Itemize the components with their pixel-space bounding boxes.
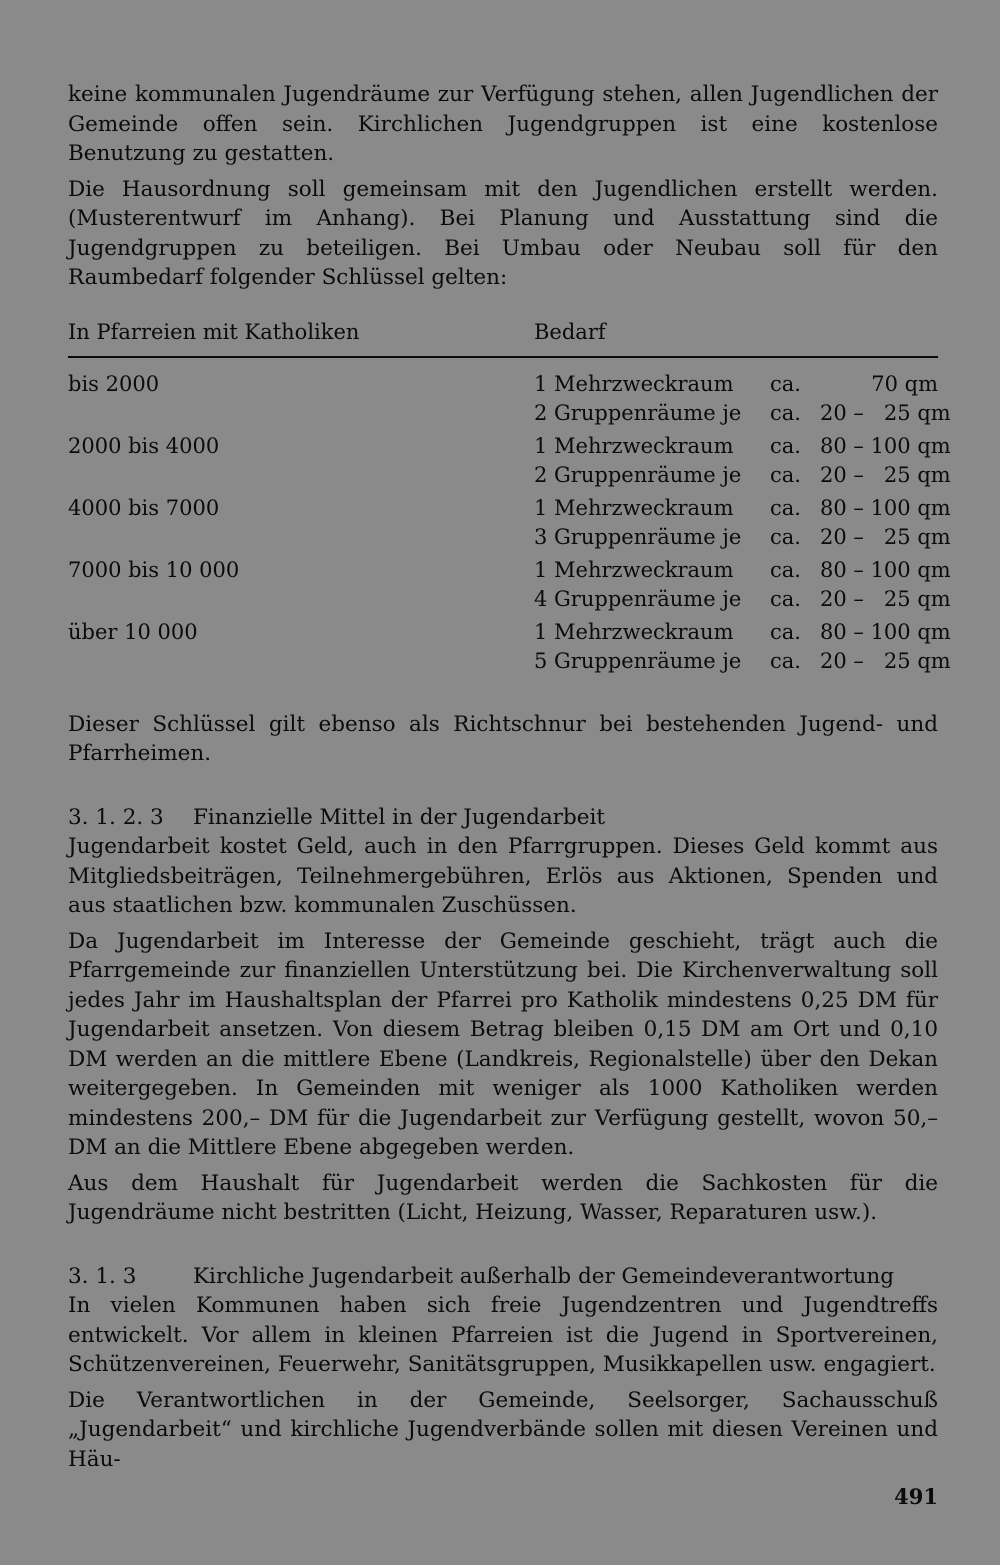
room-description: 1 Mehrzweckraum [534, 495, 734, 520]
table-row [68, 358, 951, 428]
requirement-line [534, 399, 951, 428]
paragraph: Jugendarbeit kostet Geld, auch in den Pfarrgruppen. Dieses Geld kommt aus Mitgliedsbeiträgen, Teilnehmergebühren, Erlös aus Aktionen, Spenden und aus staatlichen bzw. kommunalen Zuschüssen. [68, 834, 938, 918]
section-heading [68, 803, 938, 833]
approx-label: ca. [770, 371, 801, 396]
table-row [68, 428, 951, 490]
room-size: 20 – 25 qm [820, 400, 951, 425]
room-size: 20 – 25 qm [820, 648, 951, 673]
paragraph: Aus dem Haushalt für Jugendarbeit werden die Sachkosten für die Jugendräume nicht bestritten (Licht, Heizung, Wasser, Reparaturen usw.). [68, 1170, 938, 1225]
section-heading [68, 1262, 938, 1292]
requirement-line [534, 585, 951, 614]
section-number: 3. 1. 2. 3 [68, 804, 164, 830]
approx-label: ca. [770, 586, 801, 611]
room-description: 3 Gruppenräume je [534, 524, 742, 549]
paragraph: keine kommunalen Jugendräume zur Verfügung stehen, allen Jugendlichen der Gemeinde offen sein. Kirchlichen Jugendgruppen ist eine kostenlose Benutzung zu gestatten. [68, 82, 938, 166]
room-description: 1 Mehrzweckraum [534, 433, 734, 458]
column-header-parishes: In Pfarreien mit Katholiken [68, 319, 360, 344]
room-description: 2 Gruppenräume je [534, 400, 742, 425]
requirement-line [534, 461, 951, 490]
requirement-line [534, 556, 951, 585]
approx-label: ca. [770, 648, 801, 673]
table-row [68, 552, 951, 614]
parish-size-range: 7000 bis 10 000 [68, 557, 240, 582]
document-page [68, 80, 951, 1474]
approx-label: ca. [770, 400, 801, 425]
approx-label: ca. [770, 433, 801, 458]
requirement-line [534, 647, 951, 676]
room-size: 80 – 100 qm [820, 619, 951, 644]
page-number: 491 [894, 1484, 938, 1509]
room-size: 70 qm [871, 371, 938, 396]
parish-size-range: 2000 bis 4000 [68, 433, 220, 458]
table-row [68, 614, 951, 676]
column-header-requirement: Bedarf [534, 319, 606, 344]
section-number: 3. 1. 3 [68, 1263, 137, 1289]
requirement-list [534, 494, 951, 552]
room-size: 20 – 25 qm [820, 524, 951, 549]
approx-label: ca. [770, 524, 801, 549]
paragraph: Die Hausordnung soll gemeinsam mit den Jugendlichen erstellt werden. (Musterentwurf im Anhang). Bei Planung und Ausstattung sind die Jugendgruppen zu beteiligen. Bei Umbau oder Neubau soll für den Raumbedarf folgender Schlüssel gelten: [68, 176, 938, 290]
room-size: 20 – 25 qm [820, 586, 951, 611]
parish-size-range: bis 2000 [68, 371, 160, 396]
room-description: 1 Mehrzweckraum [534, 557, 734, 582]
approx-label: ca. [770, 495, 801, 520]
requirement-line [534, 494, 951, 523]
parish-size-range: über 10 000 [68, 619, 198, 644]
table-row [68, 490, 951, 552]
paragraph: Die Verantwortlichen in der Gemeinde, Seelsorger, Sachausschuß „Jugendarbeit“ und kirchliche Jugendverbände sollen mit diesen Vereinen und Häu- [68, 1387, 938, 1472]
requirement-line [534, 618, 951, 647]
requirement-list [534, 432, 951, 490]
requirement-list [534, 556, 951, 614]
requirement-line [534, 523, 951, 552]
room-description: 5 Gruppenräume je [534, 648, 742, 673]
paragraph: Dieser Schlüssel gilt ebenso als Richtschnur bei bestehenden Jugend- und Pfarrheimen. [68, 711, 938, 766]
approx-label: ca. [770, 619, 801, 644]
table-header [68, 320, 938, 358]
room-description: 1 Mehrzweckraum [534, 371, 734, 396]
room-description: 1 Mehrzweckraum [534, 619, 734, 644]
room-size: 80 – 100 qm [820, 433, 951, 458]
room-size: 80 – 100 qm [820, 557, 951, 582]
table-body [68, 358, 951, 676]
room-requirement-table [68, 319, 951, 676]
room-description: 4 Gruppenräume je [534, 586, 742, 611]
paragraph: In vielen Kommunen haben sich freie Jugendzentren und Jugendtreffs entwickelt. Vor allem in kleinen Pfarreien ist die Jugend in Sportvereinen, Schützenvereinen, Feuerwehr, Sanitätsgruppen, Musikkapellen usw. engagiert. [68, 1293, 938, 1377]
room-description: 2 Gruppenräume je [534, 462, 742, 487]
room-size: 80 – 100 qm [820, 495, 951, 520]
requirement-list [534, 370, 951, 428]
parish-size-range: 4000 bis 7000 [68, 495, 220, 520]
paragraph: Da Jugendarbeit im Interesse der Gemeinde geschieht, trägt auch die Pfarrgemeinde zur finanziellen Unterstützung bei. Die Kirchenverwaltung soll jedes Jahr im Haushaltsplan der Pfarrei pro Katholik mindestens 0,25 DM für Jugendarbeit ansetzen. Von diesem Betrag bleiben 0,15 DM am Ort und 0,10 DM werden an die mittlere Ebene (Landkreis, Regionalstelle) über den Dekan weitergegeben. In Gemeinden mit weniger als 1000 Katholiken werden mindestens 200,– DM für die Jugendarbeit zur Verfügung gestellt, wovon 50,– DM an die Mittlere Ebene abgegeben werden. [68, 928, 938, 1160]
requirement-line [534, 432, 951, 461]
requirement-line [534, 370, 938, 399]
requirement-list [534, 618, 951, 676]
section-title: Finanzielle Mittel in der Jugendarbeit [193, 804, 605, 830]
approx-label: ca. [770, 557, 801, 582]
room-size: 20 – 25 qm [820, 462, 951, 487]
section-title: Kirchliche Jugendarbeit außerhalb der Gemeindeverantwortung [193, 1263, 894, 1289]
approx-label: ca. [770, 462, 801, 487]
